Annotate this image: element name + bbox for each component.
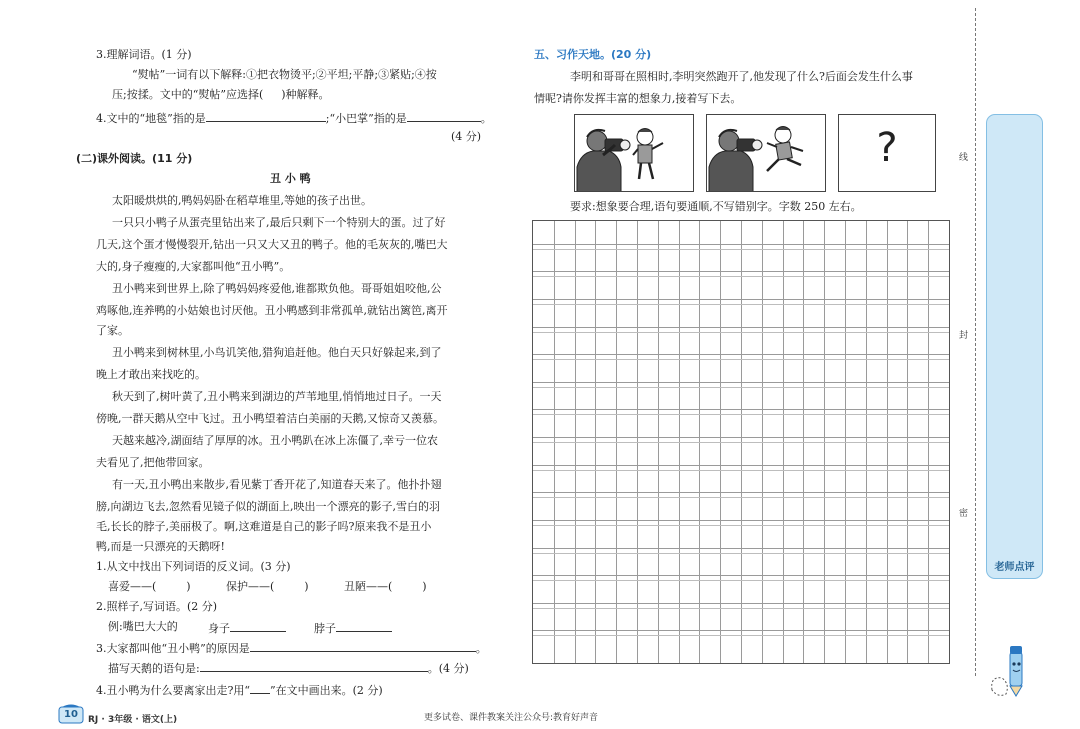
q3-title: 3.理解词语。(1 分) <box>96 48 192 61</box>
question-3: 3.大家都叫他“丑小鸭”的原因是 。 <box>96 642 487 655</box>
teacher-comment-label: 老师点评 <box>994 562 1035 573</box>
grid-row-line <box>533 414 949 415</box>
phrase-blank-2[interactable]: 脖子 <box>314 620 392 636</box>
grid-row-line <box>533 635 949 636</box>
story-paragraph: 傍晚,一群天鹅从空中飞过。丑小鸭望着洁白美丽的天鹅,又惊奇又羡慕。 <box>96 412 444 425</box>
grid-row-line <box>533 608 949 609</box>
antonym-3[interactable]: 丑陋——( ) <box>344 580 427 593</box>
story-paragraph: 有一天,丑小鸭出来散步,看见紫丁香开花了,知道春天来了。他扑扑翅 <box>112 478 442 491</box>
story-title: 丑 小 鸭 <box>270 172 311 185</box>
story-paragraph: 丑小鸭来到世界上,除了鸭妈妈疼爱他,谁都欺负他。哥哥姐姐咬他,公 <box>112 282 442 295</box>
story-paragraph: 秋天到了,树叶黄了,丑小鸭来到湖边的芦苇地里,悄悄地过日子。一天 <box>112 390 442 403</box>
grid-row-line <box>533 553 949 554</box>
book-info: RJ · 3年级 · 语文(上) <box>88 715 178 725</box>
picture-boy-running <box>706 114 826 192</box>
grid-row-line <box>533 249 949 250</box>
story-paragraph: 晚上才敢出来找吃的。 <box>96 368 206 381</box>
grid-row-line <box>533 630 949 631</box>
writing-requirement: 要求:想象要合理,语句要通顺,不写错别字。字数 250 左右。 <box>570 200 862 213</box>
picture-photo-taking <box>574 114 694 192</box>
grid-row-line <box>533 276 949 277</box>
story-paragraph: 太阳暖烘烘的,鸭妈妈卧在稻草堆里,等她的孩子出世。 <box>112 194 372 207</box>
grid-row-line <box>533 327 949 328</box>
story-paragraph: 膀,向湖边飞去,忽然看见镜子似的湖面上,映出一个漂亮的影子,雪白的羽 <box>96 500 440 513</box>
answer-blank[interactable] <box>200 660 428 672</box>
answer-blank[interactable] <box>206 110 326 122</box>
section-title: (二)课外阅读。(11 分) <box>76 152 193 165</box>
phrase-blank-1[interactable]: 身子 <box>208 620 286 636</box>
section-5-title: 五、习作天地。(20 分) <box>534 48 652 61</box>
answer-blank[interactable] <box>407 110 481 122</box>
picture-question <box>838 114 936 192</box>
grid-row-line <box>533 442 949 443</box>
grid-row-line <box>533 520 949 521</box>
question-2: 2.照样子,写词语。(2 分) <box>96 600 218 613</box>
grid-row-line <box>533 437 949 438</box>
grid-row-line <box>533 382 949 383</box>
story-paragraph: 一只只小鸭子从蛋壳里钻出来了,最后只剩下一个特别大的蛋。过了好 <box>112 216 446 229</box>
cut-mark-secret: 密 <box>959 506 968 519</box>
grid-row-line <box>533 580 949 581</box>
grid-row-line <box>533 299 949 300</box>
photo-scene-icon <box>575 115 693 191</box>
q4-line: 4.文中的“地毯”指的是 ;“小巴掌”指的是 。 <box>96 112 492 125</box>
story-paragraph: 大的,身子瘦瘦的,大家都叫他“丑小鸭”。 <box>96 260 291 273</box>
story-paragraph: 天越来越冷,湖面结了厚厚的冰。丑小鸭趴在冰上冻僵了,幸亏一位农 <box>112 434 438 447</box>
grid-row-line <box>533 332 949 333</box>
grid-row-line <box>533 465 949 466</box>
writing-grid[interactable] <box>532 220 950 664</box>
story-paragraph: 夫看见了,把他带回家。 <box>96 456 210 469</box>
grid-row-line <box>533 359 949 360</box>
grid-row-line <box>533 244 949 245</box>
story-paragraph: 了家。 <box>96 324 129 337</box>
story-paragraph: 毛,长长的脖子,美丽极了。啊,这难道是自己的影子吗?原来我不是丑小 <box>96 520 432 533</box>
grid-row-line <box>533 470 949 471</box>
story-paragraph: 鸭,而是一只漂亮的天鹅呀! <box>96 540 225 553</box>
grid-row-line <box>533 575 949 576</box>
grid-row-line <box>533 603 949 604</box>
running-scene-icon <box>707 115 825 191</box>
grid-row-line <box>533 497 949 498</box>
question-mark: ? <box>876 125 898 171</box>
grid-row-line <box>533 387 949 388</box>
cut-line <box>975 8 976 676</box>
grid-row-line <box>533 492 949 493</box>
question-3-part-b: 描写天鹅的语句是: 。(4 分) <box>108 662 469 675</box>
writing-prompt: 李明和哥哥在照相时,李明突然跑开了,他发现了什么?后面会发生什么事 <box>570 70 913 83</box>
grid-row-line <box>533 304 949 305</box>
footer-note: 更多试卷、课件教案关注公众号:教育好声音 <box>424 713 599 723</box>
antonym-1[interactable]: 喜爱——( ) <box>108 580 191 593</box>
antonym-2[interactable]: 保护——( ) <box>226 580 309 593</box>
grid-row-line <box>533 409 949 410</box>
question-1: 1.从文中找出下列词语的反义词。(3 分) <box>96 560 291 573</box>
score-label: (4 分) <box>451 130 482 143</box>
answer-blank[interactable] <box>250 640 476 652</box>
grid-row-line <box>533 271 949 272</box>
teacher-comment-panel[interactable] <box>986 114 1043 579</box>
cut-mark-seal: 封 <box>959 328 968 341</box>
grid-row-line <box>533 525 949 526</box>
grid-row-line <box>533 354 949 355</box>
q3-text-1: “熨帖”一词有以下解释:①把衣物烫平;②平坦;平静;③紧贴;④按 <box>132 68 437 81</box>
cut-mark-line: 线 <box>959 150 968 163</box>
writing-prompt: 情呢?请你发挥丰富的想象力,接着写下去。 <box>534 92 742 105</box>
pencil-mascot-icon <box>988 640 1034 700</box>
page-number: 10 <box>64 709 78 720</box>
q3-text-2: 压;按揉。文中的“熨帖”应选择( )种解释。 <box>112 88 330 101</box>
story-paragraph: 几天,这个蛋才慢慢裂开,钻出一只又大又丑的鸭子。他的毛灰灰的,嘴巴大 <box>96 238 448 251</box>
story-paragraph: 丑小鸭来到树林里,小鸟讥笑他,猎狗追赶他。他白天只好躲起来,到了 <box>112 346 442 359</box>
grid-row-line <box>533 548 949 549</box>
question-4: 4.丑小鸭为什么要离家出走?用“ ”在文中画出来。(2 分) <box>96 684 383 697</box>
example-phrase: 例:嘴巴大大的 <box>108 620 178 633</box>
story-paragraph: 鸡啄他,连养鸭的小姑娘也讨厌他。丑小鸭感到非常孤单,就钻出篱笆,离开 <box>96 304 448 317</box>
